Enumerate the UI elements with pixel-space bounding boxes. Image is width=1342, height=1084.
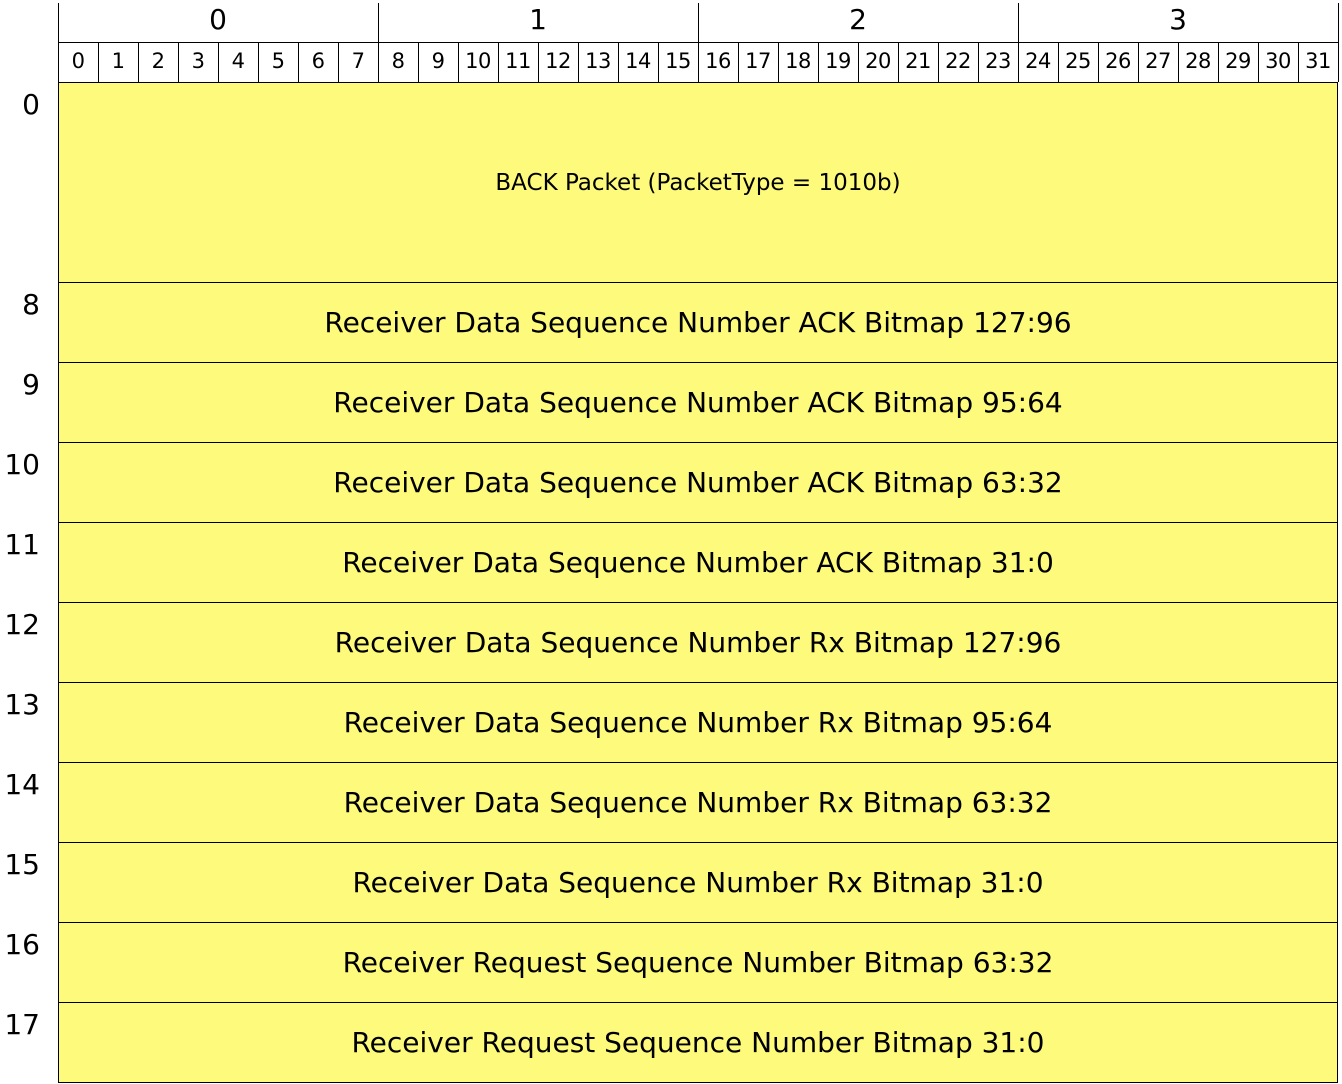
bit-header-label: 6 <box>311 49 325 73</box>
byte-divider-line <box>1018 3 1019 82</box>
bit-header-label: 28 <box>1185 49 1211 73</box>
row-offset-label: 11 <box>4 528 40 561</box>
bit-header-label: 3 <box>191 49 205 73</box>
bit-divider-line <box>138 42 139 82</box>
bit-divider-line <box>418 42 419 82</box>
row-offset-label: 13 <box>4 688 40 721</box>
bit-header-label: 2 <box>151 49 165 73</box>
bit-header-label: 18 <box>785 49 811 73</box>
bit-header-label: 25 <box>1065 49 1091 73</box>
bit-divider-line <box>578 42 579 82</box>
bit-divider-line <box>818 42 819 82</box>
byte-header-label: 2 <box>849 3 867 36</box>
row-offset-label: 0 <box>22 88 40 121</box>
packet-field: Receiver Data Sequence Number ACK Bitmap 95:64 <box>58 362 1338 443</box>
bit-header-label: 26 <box>1105 49 1131 73</box>
packet-field: Receiver Data Sequence Number ACK Bitmap 63:32 <box>58 442 1338 523</box>
row-offset-label: 16 <box>4 928 40 961</box>
bit-header-label: 1 <box>111 49 125 73</box>
byte-divider-line <box>1338 3 1339 82</box>
row-offset-label: 15 <box>4 848 40 881</box>
bit-divider-line <box>898 42 899 82</box>
bit-header-label: 4 <box>231 49 245 73</box>
bit-divider-line <box>1138 42 1139 82</box>
bit-header-label: 17 <box>745 49 771 73</box>
packet-field: Receiver Data Sequence Number ACK Bitmap 127:96 <box>58 282 1338 363</box>
bit-divider-line <box>1298 42 1299 82</box>
bit-header-label: 16 <box>705 49 731 73</box>
bit-header-label: 0 <box>71 49 85 73</box>
row-offset-label: 9 <box>22 368 40 401</box>
bit-header-label: 19 <box>825 49 851 73</box>
row-offset-label: 14 <box>4 768 40 801</box>
bit-header-label: 11 <box>505 49 531 73</box>
bit-header-label: 29 <box>1225 49 1251 73</box>
bit-header-label: 9 <box>431 49 445 73</box>
bit-header-label: 12 <box>545 49 571 73</box>
bit-divider-line <box>498 42 499 82</box>
bit-header-label: 14 <box>625 49 651 73</box>
bit-divider-line <box>1258 42 1259 82</box>
bit-divider-line <box>858 42 859 82</box>
byte-header-label: 1 <box>529 3 547 36</box>
bit-divider-line <box>338 42 339 82</box>
bit-header-label: 23 <box>985 49 1011 73</box>
packet-field: Receiver Request Sequence Number Bitmap 31:0 <box>58 1002 1338 1083</box>
bit-header-label: 22 <box>945 49 971 73</box>
byte-divider-line <box>58 3 59 82</box>
byte-header-label: 3 <box>1169 3 1187 36</box>
bit-divider-line <box>618 42 619 82</box>
bit-divider-line <box>1218 42 1219 82</box>
bit-divider-line <box>538 42 539 82</box>
packet-field: Receiver Data Sequence Number Rx Bitmap 95:64 <box>58 682 1338 763</box>
packet-field: Receiver Data Sequence Number ACK Bitmap 31:0 <box>58 522 1338 603</box>
row-offset-label: 17 <box>4 1008 40 1041</box>
bit-header-label: 31 <box>1305 49 1331 73</box>
bit-divider-line <box>738 42 739 82</box>
bit-divider-line <box>938 42 939 82</box>
bit-header-label: 15 <box>665 49 691 73</box>
row-offset-label: 12 <box>4 608 40 641</box>
bit-header-label: 20 <box>865 49 891 73</box>
bit-divider-line <box>298 42 299 82</box>
bit-divider-line <box>218 42 219 82</box>
bit-header-label: 21 <box>905 49 931 73</box>
bit-header-label: 13 <box>585 49 611 73</box>
bit-header-label: 30 <box>1265 49 1291 73</box>
packet-field: Receiver Data Sequence Number Rx Bitmap 63:32 <box>58 762 1338 843</box>
bit-divider-line <box>658 42 659 82</box>
packet-field: Receiver Data Sequence Number Rx Bitmap 127:96 <box>58 602 1338 683</box>
bit-header-label: 5 <box>271 49 285 73</box>
row-offset-label: 8 <box>22 288 40 321</box>
bit-header-label: 10 <box>465 49 491 73</box>
bit-divider-line <box>1058 42 1059 82</box>
packet-field: Receiver Request Sequence Number Bitmap 63:32 <box>58 922 1338 1003</box>
bit-divider-line <box>98 42 99 82</box>
bit-divider-line <box>258 42 259 82</box>
bit-header-label: 24 <box>1025 49 1051 73</box>
byte-header-label: 0 <box>209 3 227 36</box>
byte-divider-line <box>698 3 699 82</box>
bit-divider-line <box>1178 42 1179 82</box>
row-offset-label: 10 <box>4 448 40 481</box>
bit-divider-line <box>458 42 459 82</box>
packet-field: BACK Packet (PacketType = 1010b) <box>58 82 1338 283</box>
bit-divider-line <box>978 42 979 82</box>
packet-field: Receiver Data Sequence Number Rx Bitmap 31:0 <box>58 842 1338 923</box>
bit-divider-line <box>178 42 179 82</box>
bit-divider-line <box>778 42 779 82</box>
bit-header-label: 8 <box>391 49 405 73</box>
byte-divider-line <box>378 3 379 82</box>
bit-header-label: 27 <box>1145 49 1171 73</box>
bit-divider-line <box>1098 42 1099 82</box>
bit-header-label: 7 <box>351 49 365 73</box>
